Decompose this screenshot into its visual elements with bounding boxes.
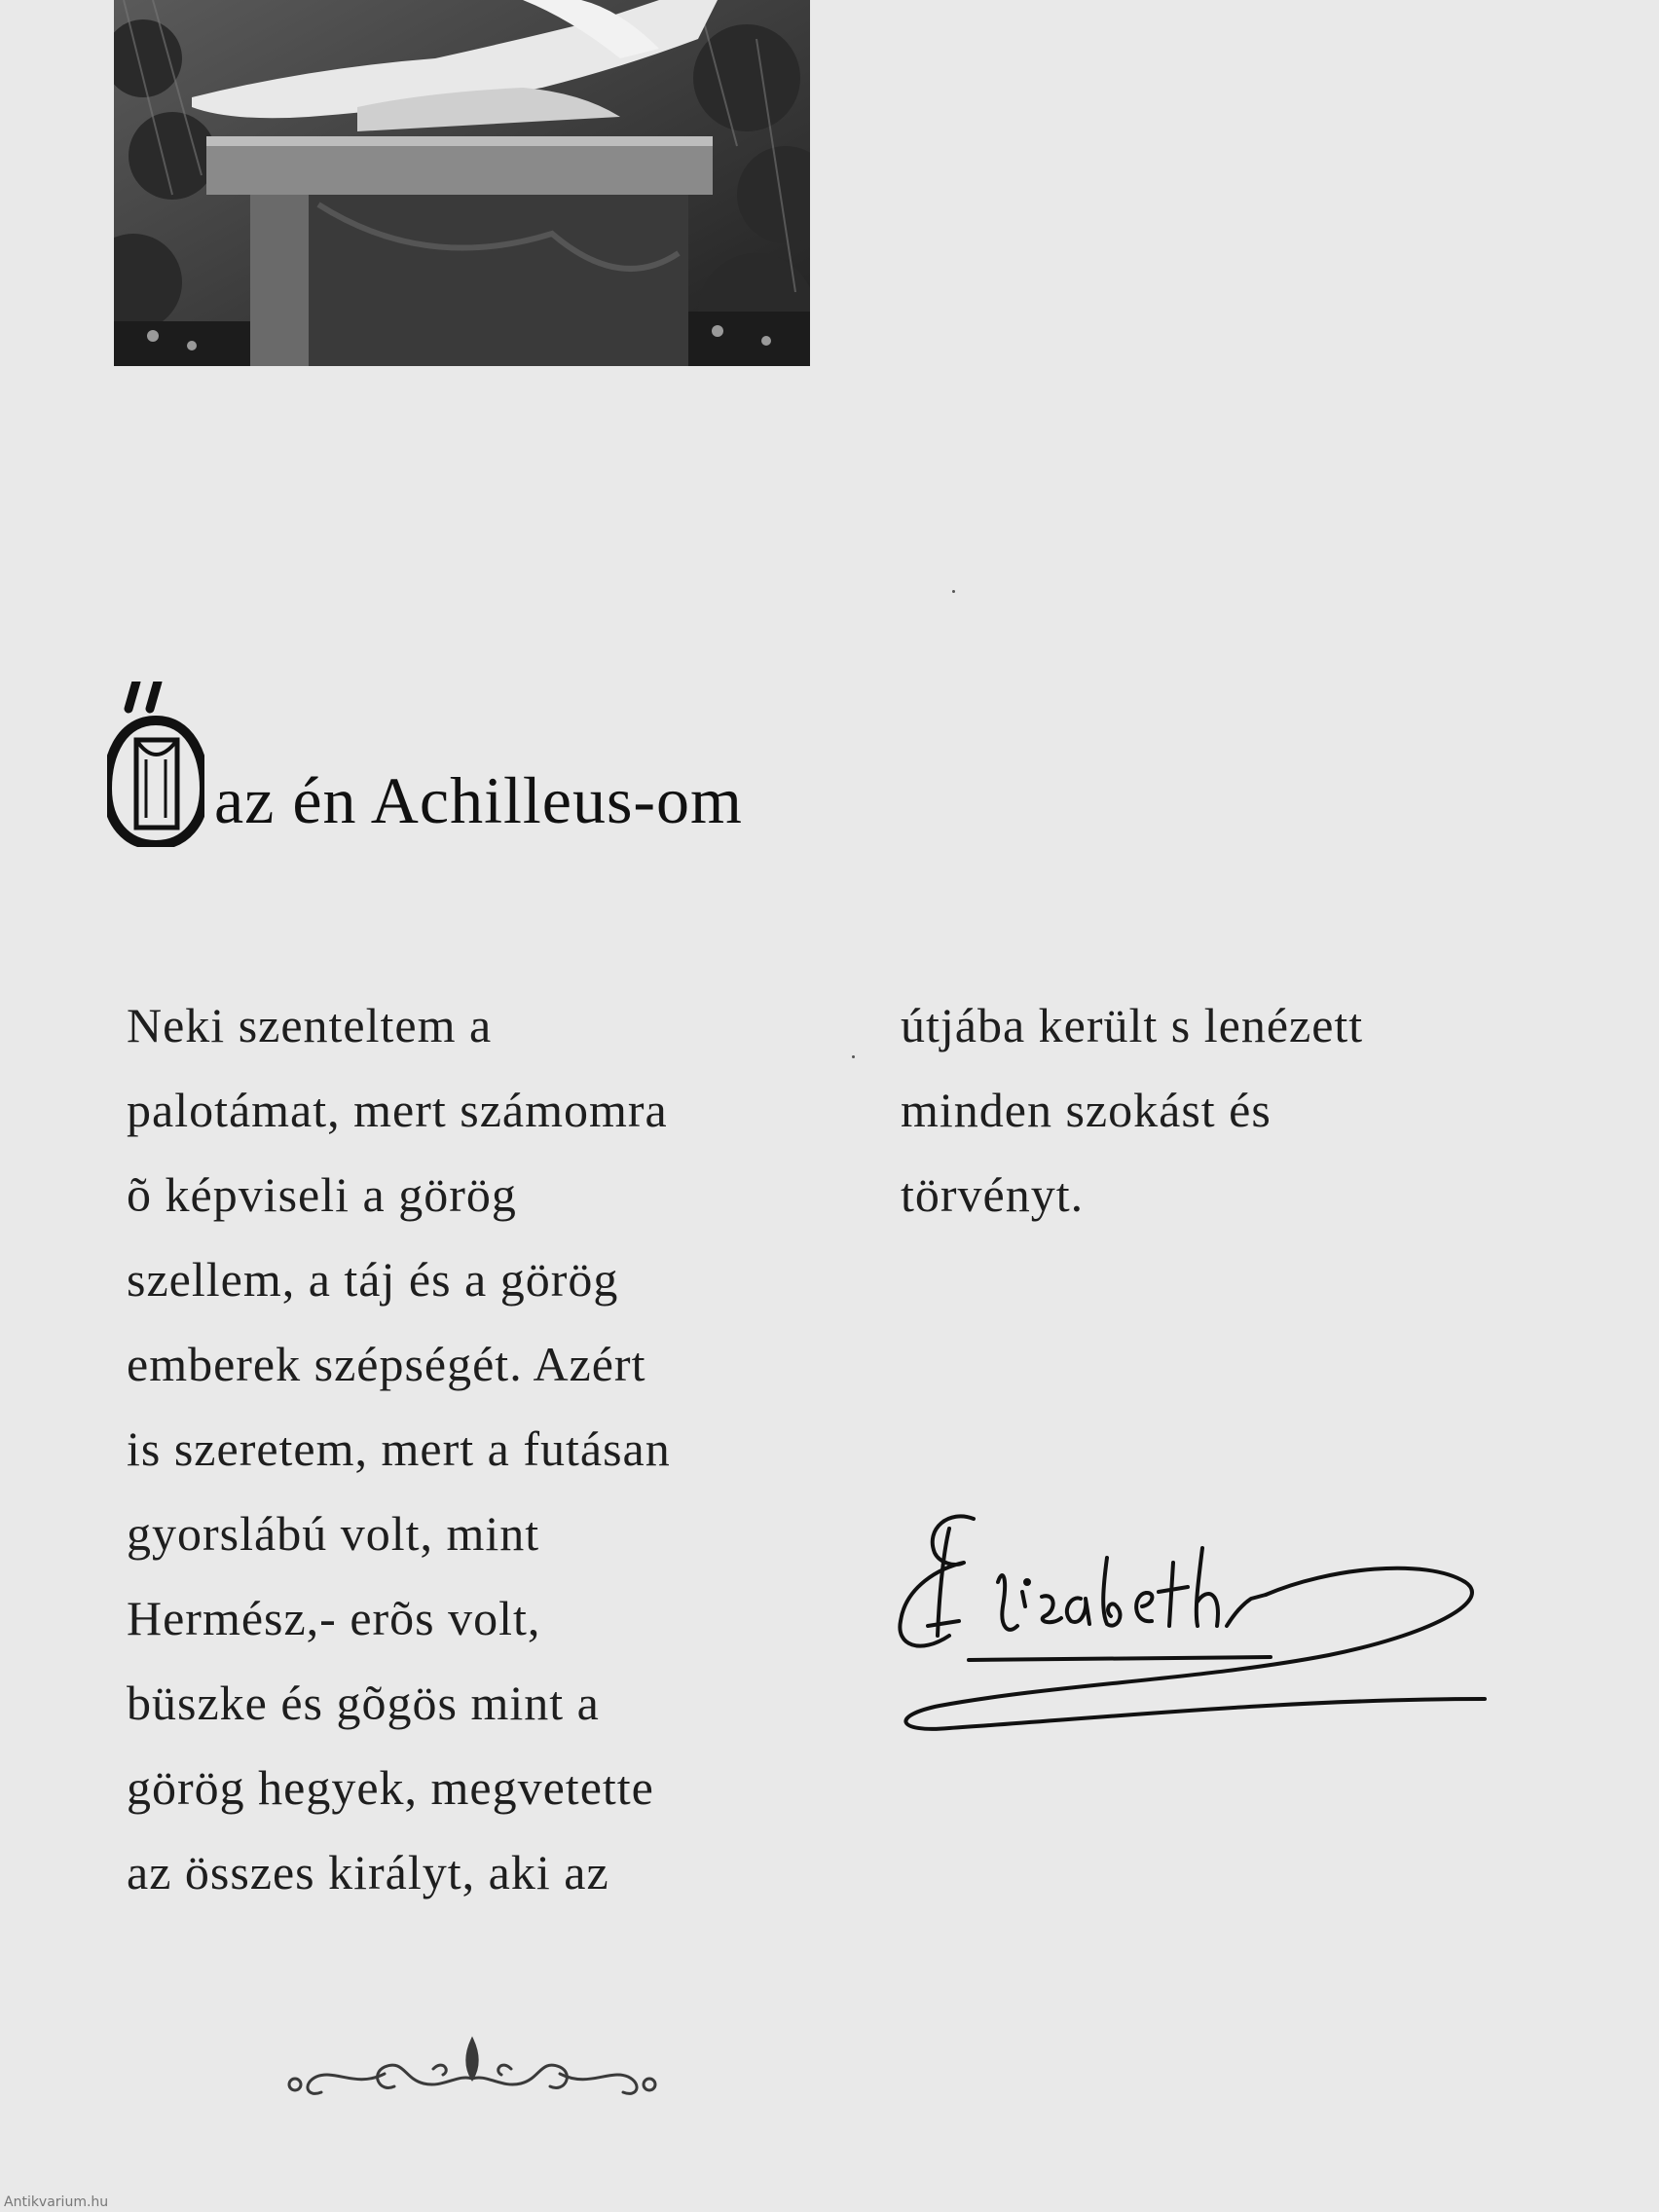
- page-title: az én Achilleus-om: [214, 763, 743, 837]
- text-line: törvényt.: [901, 1167, 1085, 1222]
- speck: [952, 590, 955, 593]
- text-line: görög hegyek, megvetette: [127, 1760, 654, 1815]
- text-line: gyorslábú volt, mint: [127, 1506, 540, 1561]
- text-line: Hermész,- erõs volt,: [127, 1591, 541, 1645]
- statue-photo-icon: [114, 0, 810, 366]
- text-line: minden szokást és: [901, 1083, 1272, 1137]
- text-line: útjába került s lenézett: [901, 998, 1364, 1052]
- signature: [881, 1490, 1504, 1752]
- watermark: Antikvarium.hu: [4, 2194, 109, 2210]
- dropcap: [107, 682, 204, 847]
- handwritten-signature-icon: [881, 1490, 1504, 1752]
- statue-photo: [114, 0, 810, 366]
- speck: [852, 1055, 855, 1058]
- text-column-left: [127, 983, 847, 1915]
- text-line: az összes királyt, aki az: [127, 1845, 609, 1899]
- text-line: õ képviseli a görög: [127, 1167, 517, 1222]
- flourish-ornament: [287, 2030, 657, 2108]
- text-line: Neki szenteltem a: [127, 998, 493, 1052]
- text-line: is szeretem, mert a futásan: [127, 1421, 671, 1476]
- text-line: szellem, a táj és a görög: [127, 1252, 619, 1307]
- flourish-ornament-icon: [287, 2030, 657, 2108]
- dropcap-frame-icon: [107, 682, 204, 847]
- text-line: palotámat, mert számomra: [127, 1083, 668, 1137]
- heading: [107, 682, 1081, 857]
- text-line: emberek szépségét. Azért: [127, 1337, 646, 1391]
- text-column-right: [901, 983, 1582, 1237]
- text-line: büszke és gõgös mint a: [127, 1676, 600, 1730]
